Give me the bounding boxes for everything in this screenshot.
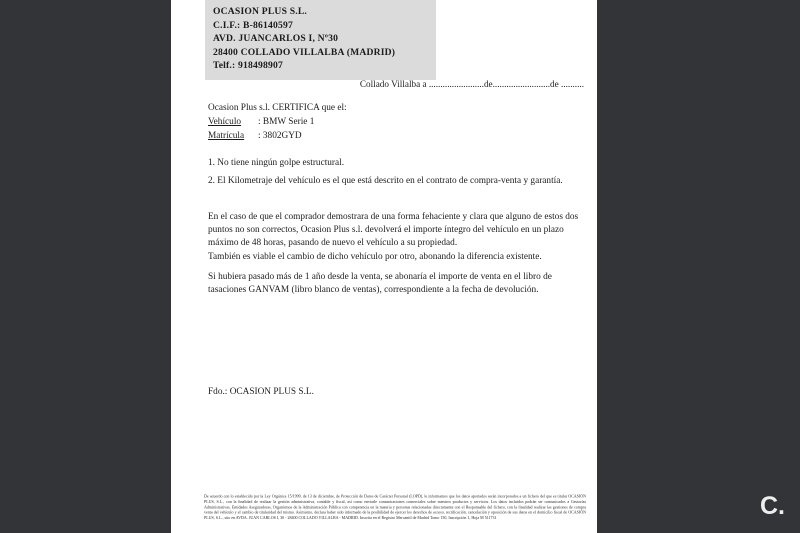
certificate-point-1: 1. No tiene ningún golpe estructural. (208, 158, 345, 168)
certificate-point-2: 2. El Kilometraje del vehículo es el que está descrito en el contrato de compra-venta y garantía. (208, 176, 563, 186)
company-name: OCASION PLUS S.L. (213, 6, 308, 17)
vehicle-value: : BMW Serie 1 (258, 117, 315, 127)
certificate-document (171, 0, 597, 533)
company-address: AVD. JUANCARLOS I, Nº30 (213, 33, 339, 45)
company-header-block (205, 0, 436, 80)
coches-net-logo: C. (760, 492, 785, 520)
vehicle-row (208, 116, 314, 129)
date-line: Collado Villalba a ........................de.........................de .......... (359, 79, 584, 89)
company-phone: Telf.: 918498907 (213, 60, 283, 72)
plate-value: : 3802GYD (258, 131, 302, 141)
legal-notice (204, 494, 586, 530)
paragraph-exchange: También es viable el cambio de dicho vehículo por otro, abonando la diferencia existente. (208, 252, 542, 262)
signature-line: Fdo.: OCASION PLUS S.L. (208, 387, 314, 397)
plate-row (208, 130, 302, 143)
paragraph-ganvam: Si hubiera pasado más de 1 año desde la venta, se abonaría el importe de venta en el libro de tasaciones GANVAM (libro blanco de ventas), correspondiente a la fecha de devolución. (208, 272, 552, 296)
company-city: 28400 COLLADO VILLALBA (MADRID) (213, 46, 396, 58)
certify-intro: Ocasion Plus s.l. CERTIFICA que el: (208, 103, 347, 113)
vehicle-label: Vehículo (208, 117, 242, 127)
plate-label: Matrícula (208, 131, 245, 141)
legal-notice-text: De acuerdo con lo establecido por la Ley Orgánica 15/1999, de 13 de diciembre, de Protección de Datos de Carácter Personal (LOPD), le informamos que los datos aportados serán incorporados a un fichero del que es titular OCASIÓN PLUS, S.L., con la finalidad de realizar la gestión administrativa, contable y fiscal, así como enviarle comunicaciones comerciales sobre nuestros productos y servicios. Los datos incluidos podrán ser comunicados a Gestorías Administrativas, Entidades Aseguradoras, Organismos de la Administración Pública con competencia en la materia y personas relacionadas directamente con el Responsable del fichero, con la finalidad realizar las gestiones de compra venta del vehículo y el cambio de titularidad del mismo. Asimismo, declara haber sido informado de la posibilidad de ejercer los derechos de acceso, rectificación, cancelación y oposición de sus datos en el domicilio fiscal de OCASIÓN PLUS, S.L., sito en AVDA. JUAN CARLOS I, 30 - 28400 COLLADO VILLALBA - MADRID. Inscrita en el Registro Mercantil de Madrid Tomo 150, Inscripción 1, Hoja M 511731 (204, 494, 586, 521)
paragraph-refund: En el caso de que el comprador demostrara de una forma fehaciente y clara que alguno de estos dos puntos no son correctos, Ocasion Plus s.l. devolverá el importe íntegro del vehículo en un plazo máximo de 48 horas, pasando de nuevo el vehículo a su propiedad. (208, 212, 579, 249)
company-cif: C.I.F.: B-86140597 (213, 19, 293, 31)
